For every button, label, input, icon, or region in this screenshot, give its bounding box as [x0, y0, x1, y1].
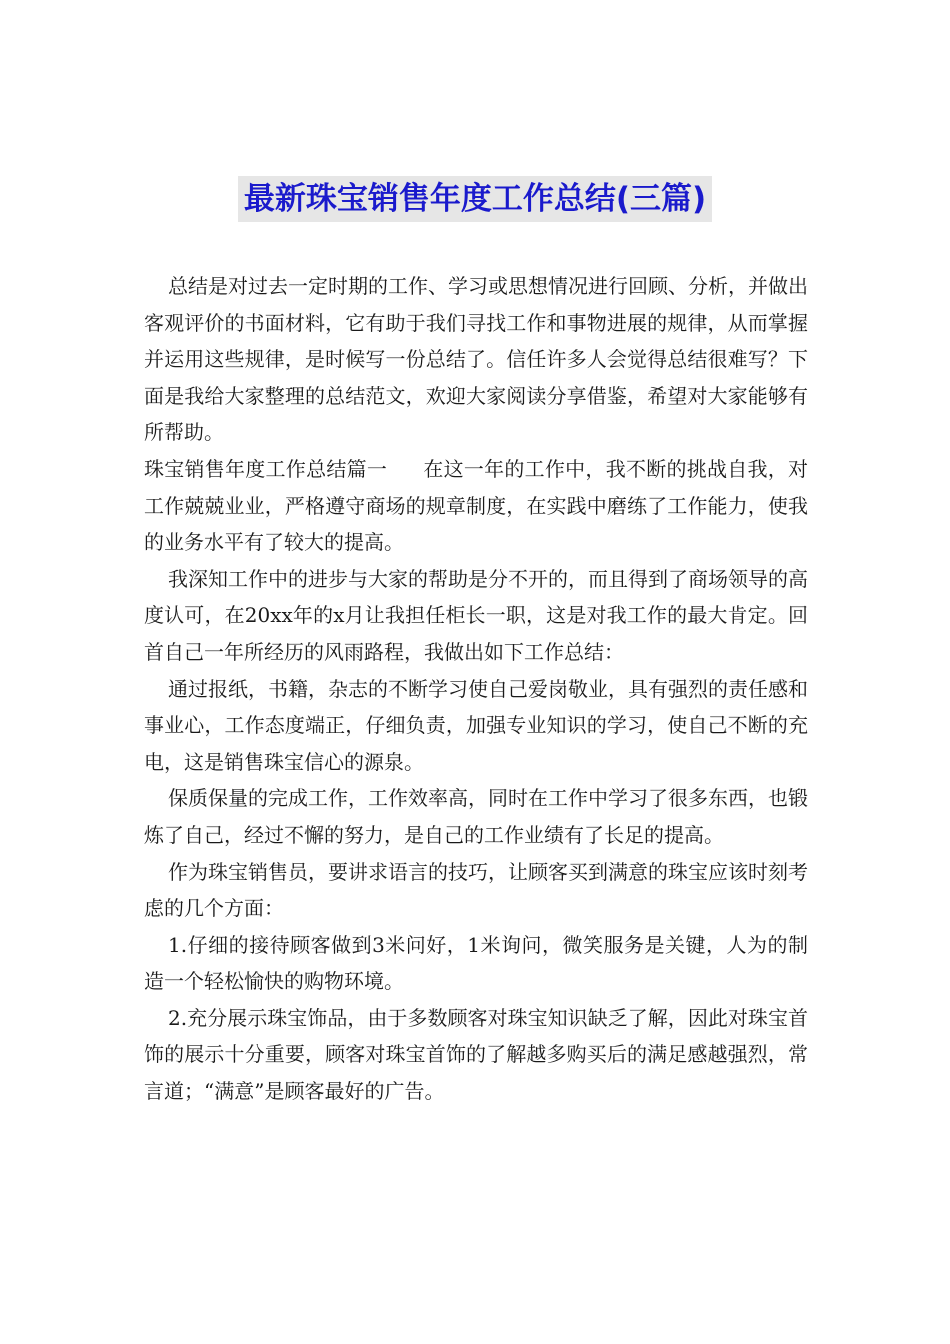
paragraph-efficiency: 保质保量的完成工作，工作效率高，同时在工作中学习了很多东西，也锻炼了自己，经过不懈的努力，是自己的工作业绩有了长足的提高。: [144, 786, 808, 847]
paragraph-intro: 总结是对过去一定时期的工作、学习或思想情况进行回顾、分析，并做出客观评价的书面材料，它有助于我们寻找工作和事物进展的规律，从而掌握并运用这些规律，是时候写一份总结了。信任许多人会觉得总结很难写？下面是我给大家整理的总结范文，欢迎大家阅读分享借鉴，希望对大家能够有所帮助。: [144, 274, 808, 445]
title-container: [0, 176, 950, 222]
paragraph-promotion: 我深知工作中的进步与大家的帮助是分不开的，而且得到了商场领导的高度认可，在20xx年的x月让我担任柜长一职，这是对我工作的最大肯定。回首自己一年所经历的风雨路程，我做出如下工作总结：: [144, 566, 808, 664]
paragraph-learning: 通过报纸，书籍，杂志的不断学习使自己爱岗敬业，具有强烈的责任感和事业心，工作态度端正，仔细负责，加强专业知识的学习，使自己不断的充电，这是销售珠宝信心的源泉。: [144, 676, 808, 774]
paragraph-skills: 作为珠宝销售员，要讲求语言的技巧，让顾客买到满意的珠宝应该时刻考虑的几个方面：: [144, 859, 808, 921]
section-heading: 珠宝销售年度工作总结篇一: [144, 456, 388, 481]
document-title: 最新珠宝销售年度工作总结(三篇): [238, 176, 712, 222]
document-body: [144, 268, 808, 1110]
section-text: 在这一年的工作中，我不断的挑战自我，对工作兢兢业业，严格遵守商场的规章制度，在实践中磨练了工作能力，使我的业务水平有了较大的提高。: [144, 456, 809, 555]
list-item-1: 1.仔细的接待顾客做到3米问好，1米询问，微笑服务是关键，人为的制造一个轻松愉快的购物环境。: [144, 932, 808, 994]
section-paragraph: [144, 451, 808, 561]
list-item-2: 2.充分展示珠宝饰品，由于多数顾客对珠宝知识缺乏了解，因此对珠宝首饰的展示十分重要，顾客对珠宝首饰的了解越多购买后的满足感越强烈，常言道；“满意”是顾客最好的广告。: [144, 1005, 808, 1104]
